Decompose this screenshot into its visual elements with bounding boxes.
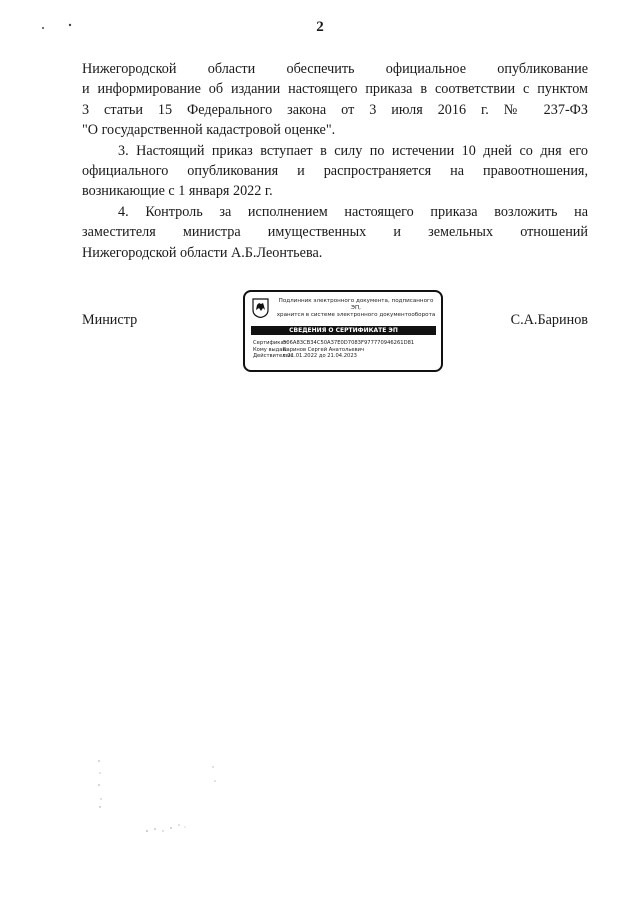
scan-artifact (95, 755, 225, 855)
coat-of-arms-icon (252, 298, 269, 318)
text-line: 3 статьи 15 Федерального закона от 3 июля 2016 г. № 237-ФЗ (82, 101, 588, 118)
text-line: "О государственной кадастровой оценке". (82, 122, 336, 139)
signatory-position: Министр (82, 312, 138, 328)
signatory-name: С.А.Баринов (510, 312, 588, 328)
text-line: официального опубликования и распространяется на правоотношения, (82, 163, 588, 180)
issued-to-label: Кому выдан: (253, 346, 288, 353)
paragraph-4 (82, 202, 588, 263)
paragraph-3 (82, 141, 588, 202)
certificate-value: 506A83CB34C50A37E0D7083F977770946261D81 (283, 340, 415, 346)
stamp-note-line: хранится в системе электронного документооборота (276, 312, 436, 318)
text-line: Нижегородской области А.Б.Леонтьева. (82, 244, 323, 261)
text-line: возникающие с 1 января 2022 г. (82, 183, 273, 200)
stamp-header: СВЕДЕНИЯ О СЕРТИФИКАТЕ ЭП (251, 326, 436, 335)
text-line: 3. Настоящий приказ вступает в силу по истечении 10 дней со дня его (118, 142, 588, 159)
page-number: 2 (316, 19, 324, 35)
text-line: и информирование об издании настоящего приказа в соответствии с пунктом (82, 81, 588, 98)
valid-value: с 21.01.2022 до 21.04.2023 (283, 353, 357, 360)
certificate-label: Сертификат: (253, 340, 289, 346)
text-line: Нижегородской области обеспечить официальное опубликование (82, 61, 588, 77)
text-line: заместителя министра имущественных и земельных отношений (82, 224, 588, 241)
electronic-signature-stamp (243, 290, 443, 372)
document-body (82, 59, 588, 263)
valid-label: Действителен: (253, 353, 294, 360)
issued-to-value: Баринов Сергей Анатольевич (283, 346, 365, 353)
certificate-details (253, 340, 414, 360)
scan-artifact (40, 20, 80, 32)
text-line: 4. Контроль за исполнением настоящего приказа возложить на (118, 203, 588, 220)
stamp-note-line: Подлинник электронного документа, подписанного ЭП, (278, 298, 434, 311)
stamp-note (275, 298, 437, 319)
paragraph-2-continuation (82, 59, 588, 141)
